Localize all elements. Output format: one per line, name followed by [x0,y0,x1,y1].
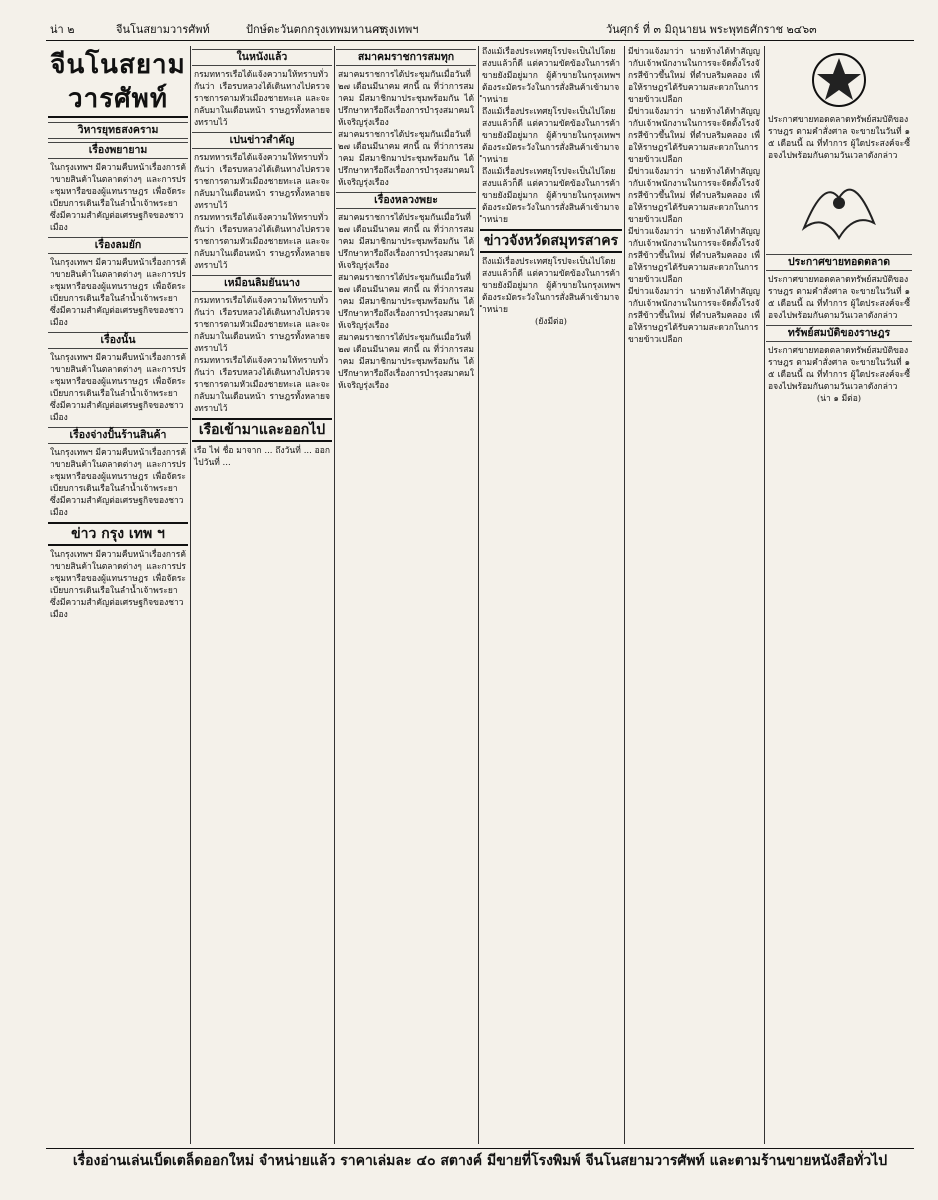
col1-text-5: ในกรุงเทพฯ มีความคืบหน้าเรื่องการค้าขายสินค้าในตลาดต่างๆ และการประชุมหารือของผู้แทนราษฎร เพื่อจัดระเบียบการเดินเรือในลำน้ำเจ้าพระยา ซึ่งมีความสำคัญต่อเศรษฐกิจของชาวเมือง [50,550,187,620]
masthead: จีนโนสยามวารศัพท์ [48,48,188,118]
column-5 [624,46,765,1144]
col2-text-2: กรมทหารเรือได้แจ้งความให้ทราบทั่วกันว่า เรือรบหลวงได้เดินทางไปตรวจราชการตามหัวเมืองชายทะเล และจะกลับมาในเดือนหน้า ราษฎรทั้งหลายจงทราบไว้ [194,153,330,211]
heading-bangkok-news: ข่าว กรุง เทพ ฯ [48,522,188,546]
heading-col2-top: ในหนังแล้ว [192,49,332,66]
col3-text-5: สมาคมราชการได้ประชุมกันเมื่อวันที่ ๒๗ เดือนมีนาคม ศกนี้ ณ ที่ว่าการสมาคม มีสมาชิกมาประชุมพร้อมกัน ได้ปรึกษาหารือถึงเรื่องการบำรุงสมาคมให้เจริญรุ่งเรือง [338,333,474,391]
col5-text-3: มีข่าวแจ้งมาว่า นายห้างได้ทำสัญญากับเจ้าพนักงานในการจะจัดตั้งโรงจักรสีข้าวขึ้นใหม่ ที่ตำบลริมคลอง เพื่อให้ราษฎรได้รับความสะดวกในการขายข้าวเปลือก [628,167,760,225]
heading-samut-sakhon: ข่าวจังหวัดสมุทรสาคร [480,229,622,253]
header-paper-name: จีนโนสยามวารศัพท์ [116,23,210,36]
col5-text: มีข่าวแจ้งมาว่า นายห้างได้ทำสัญญากับเจ้าพนักงานในการจะจัดตั้งโรงจักรสีข้าวขึ้นใหม่ ที่ตำบลริมคลอง เพื่อให้ราษฎรได้รับความสะดวกในการขายข้าวเปลือก [628,47,760,105]
col3-text-4: สมาคมราชการได้ประชุมกันเมื่อวันที่ ๒๗ เดือนมีนาคม ศกนี้ ณ ที่ว่าการสมาคม มีสมาชิกมาประชุมพร้อมกัน ได้ปรึกษาหารือถึงเรื่องการบำรุงสมาคมให้เจริญรุ่งเรือง [338,273,474,331]
column-1 [46,46,191,1144]
heading-col1-c: เรื่องนั้น [48,332,188,349]
col5-text-5: มีข่าวแจ้งมาว่า นายห้างได้ทำสัญญากับเจ้าพนักงานในการจะจัดตั้งโรงจักรสีข้าวขึ้นใหม่ ที่ตำบลริมคลอง เพื่อให้ราษฎรได้รับความสะดวกในการขายข้าวเปลือก [628,287,760,345]
col4-text: ถึงแม้เรื่องประเทศยุโรปจะเป็นไปโดยสงบแล้วก็ดี แต่ความขัดข้องในการค้าขายยังมีอยู่มาก ผู้ค้าขายในกรุงเทพฯ ต้องระมัดระวังในการสั่งสินค้าเข้ามาจำหน่าย [482,47,620,105]
heading-col2-mid: เปนข่าวสำคัญ [192,132,332,149]
heading-col1-d: เรื่องจ่างปั้นร้านสินค้า [48,427,188,444]
heading-auction: ประกาศขายทอดตลาด [766,254,912,271]
header-place: กรุงเทพฯ [376,23,419,36]
col2-text-4: กรมทหารเรือได้แจ้งความให้ทราบทั่วกันว่า เรือรบหลวงได้เดินทางไปตรวจราชการตามหัวเมืองชายทะเล และจะกลับมาในเดือนหน้า ราษฎรทั้งหลายจงทราบไว้ [194,296,330,354]
col1-text-3: ในกรุงเทพฯ มีความคืบหน้าเรื่องการค้าขายสินค้าในตลาดต่างๆ และการประชุมหารือของผู้แทนราษฎร เพื่อจัดระเบียบการเดินเรือในลำน้ำเจ้าพระยา ซึ่งมีความสำคัญต่อเศรษฐกิจของชาวเมือง [50,353,187,423]
col1-text-2: ในกรุงเทพฯ มีความคืบหน้าเรื่องการค้าขายสินค้าในตลาดต่างๆ และการประชุมหารือของผู้แทนราษฎร เพื่อจัดระเบียบการเดินเรือในลำน้ำเจ้าพระยา ซึ่งมีความสำคัญต่อเศรษฐกิจของชาวเมือง [50,258,187,328]
bird-emblem-icon [794,168,884,248]
heading-col1-b: เรื่องลมยัก [48,237,188,254]
page-number: น่า ๒ [50,23,75,36]
heading-ships: เรือเข้ามาและออกไป [192,418,332,442]
col5-text-4: มีข่าวแจ้งมาว่า นายห้างได้ทำสัญญากับเจ้าพนักงานในการจะจัดตั้งโรงจักรสีข้าวขึ้นใหม่ ที่ตำบลริมคลอง เพื่อให้ราษฎรได้รับความสะดวกในการขายข้าวเปลือก [628,227,760,285]
columns [46,46,914,1144]
heading-col1-news: เรื่องพยายาม [48,142,188,159]
col4-text-2: ถึงแม้เรื่องประเทศยุโรปจะเป็นไปโดยสงบแล้วก็ดี แต่ความขัดข้องในการค้าขายยังมีอยู่มาก ผู้ค้าขายในกรุงเทพฯ ต้องระมัดระวังในการสั่งสินค้าเข้ามาจำหน่าย [482,107,620,165]
col2-text-5: กรมทหารเรือได้แจ้งความให้ทราบทั่วกันว่า เรือรบหลวงได้เดินทางไปตรวจราชการตามหัวเมืองชายทะเล และจะกลับมาในเดือนหน้า ราษฎรทั้งหลายจงทราบไว้ [194,356,330,414]
page-header [46,20,914,41]
col1-text: ในกรุงเทพฯ มีความคืบหน้าเรื่องการค้าขายสินค้าในตลาดต่างๆ และการประชุมหารือของผู้แทนราษฎร เพื่อจัดระเบียบการเดินเรือในลำน้ำเจ้าพระยา ซึ่งมีความสำคัญต่อเศรษฐกิจของชาวเมือง [50,163,187,233]
heading-col3-top: สมาคมราชการสมทุก [336,49,476,66]
col3-text-3: สมาคมราชการได้ประชุมกันเมื่อวันที่ ๒๗ เดือนมีนาคม ศกนี้ ณ ที่ว่าการสมาคม มีสมาชิกมาประชุมพร้อมกัน ได้ปรึกษาหารือถึงเรื่องการบำรุงสมาคมให้เจริญรุ่งเรือง [338,213,474,271]
continued-note: (ยังมีต่อ) [535,317,567,327]
continued-note-2: (น่า ๑ มีต่อ) [816,394,862,404]
column-3 [334,46,479,1144]
col4-text-3: ถึงแม้เรื่องประเทศยุโรปจะเป็นไปโดยสงบแล้วก็ดี แต่ความขัดข้องในการค้าขายยังมีอยู่มาก ผู้ค้าขายในกรุงเทพฯ ต้องระมัดระวังในการสั่งสินค้าเข้ามาจำหน่าย [482,167,620,225]
col1-text-4: ในกรุงเทพฯ มีความคืบหน้าเรื่องการค้าขายสินค้าในตลาดต่างๆ และการประชุมหารือของผู้แทนราษฎร เพื่อจัดระเบียบการเดินเรือในลำน้ำเจ้าพระยา ซึ่งมีความสำคัญต่อเศรษฐกิจของชาวเมือง [50,448,187,518]
col2-text: กรมทหารเรือได้แจ้งความให้ทราบทั่วกันว่า เรือรบหลวงได้เดินทางไปตรวจราชการตามหัวเมืองชายทะเล และจะกลับมาในเดือนหน้า ราษฎรทั้งหลายจงทราบไว้ [194,70,330,128]
heading-col2-c: เหมือนลิมยันนาง [192,275,332,292]
footer-advert: เรื่องอ่านเล่นเบ็ดเตล็ดออกใหม่ จำหน่ายแล้ว ราคาเล่มละ ๔๐ สตางค์ มีขายที่โรงพิมพ์ จีนโนสยามวารศัพท์ และตามร้านขายหนังสือทั่วไป [46,1148,914,1171]
newspaper-page [46,20,914,1170]
column-4 [478,46,625,1144]
header-section: ปักษ์ตะวันตกกรุงเทพมหานคร [246,23,386,36]
royal-seal-icon [809,50,869,110]
column-6 [764,46,914,1144]
col3-text-2: สมาคมราชการได้ประชุมกันเมื่อวันที่ ๒๗ เดือนมีนาคม ศกนี้ ณ ที่ว่าการสมาคม มีสมาชิกมาประชุมพร้อมกัน ได้ปรึกษาหารือถึงเรื่องการบำรุงสมาคมให้เจริญรุ่งเรือง [338,130,474,188]
ship-table: เรือ ไฟ ชื่อ มาจาก ... ถึงวันที่ ... ออกไปวันที่ ... [194,446,330,468]
col6-text-3: ประกาศขายทอดตลาดทรัพย์สมบัติของราษฎร ตามคำสั่งศาล จะขายในวันที่ ๑๕ เดือนนี้ ณ ที่ทำการ ผู้ใดประสงค์จะซื้อจงไปพร้อมกันตามวันเวลาดังกล่าว [768,346,910,392]
column-2 [190,46,335,1144]
heading-property: ทรัพย์สมบัติของราษฎร [766,325,912,342]
col4-text-4: ถึงแม้เรื่องประเทศยุโรปจะเป็นไปโดยสงบแล้วก็ดี แต่ความขัดข้องในการค้าขายยังมีอยู่มาก ผู้ค้าขายในกรุงเทพฯ ต้องระมัดระวังในการสั่งสินค้าเข้ามาจำหน่าย [482,257,620,315]
heading-col3-mid: เรื่องหลวงพยะ [336,192,476,209]
col2-text-3: กรมทหารเรือได้แจ้งความให้ทราบทั่วกันว่า เรือรบหลวงได้เดินทางไปตรวจราชการตามหัวเมืองชายทะเล และจะกลับมาในเดือนหน้า ราษฎรทั้งหลายจงทราบไว้ [194,213,330,271]
heading-war: วิหารยุทธสงคราม [48,122,188,139]
col5-text-2: มีข่าวแจ้งมาว่า นายห้างได้ทำสัญญากับเจ้าพนักงานในการจะจัดตั้งโรงจักรสีข้าวขึ้นใหม่ ที่ตำบลริมคลอง เพื่อให้ราษฎรได้รับความสะดวกในการขายข้าวเปลือก [628,107,760,165]
col3-text: สมาคมราชการได้ประชุมกันเมื่อวันที่ ๒๗ เดือนมีนาคม ศกนี้ ณ ที่ว่าการสมาคม มีสมาชิกมาประชุมพร้อมกัน ได้ปรึกษาหารือถึงเรื่องการบำรุงสมาคมให้เจริญรุ่งเรือง [338,70,474,128]
col6-text-2: ประกาศขายทอดตลาดทรัพย์สมบัติของราษฎร ตามคำสั่งศาล จะขายในวันที่ ๑๕ เดือนนี้ ณ ที่ทำการ ผู้ใดประสงค์จะซื้อจงไปพร้อมกันตามวันเวลาดังกล่าว [768,275,910,321]
header-date: วันศุกร์ ที่ ๓ มิถุนายน พระพุทธศักราช ๒๔๖๓ [606,23,817,36]
col6-text: ประกาศขายทอดตลาดทรัพย์สมบัติของราษฎร ตามคำสั่งศาล จะขายในวันที่ ๑๕ เดือนนี้ ณ ที่ทำการ ผู้ใดประสงค์จะซื้อจงไปพร้อมกันตามวันเวลาดังกล่าว [768,115,910,161]
